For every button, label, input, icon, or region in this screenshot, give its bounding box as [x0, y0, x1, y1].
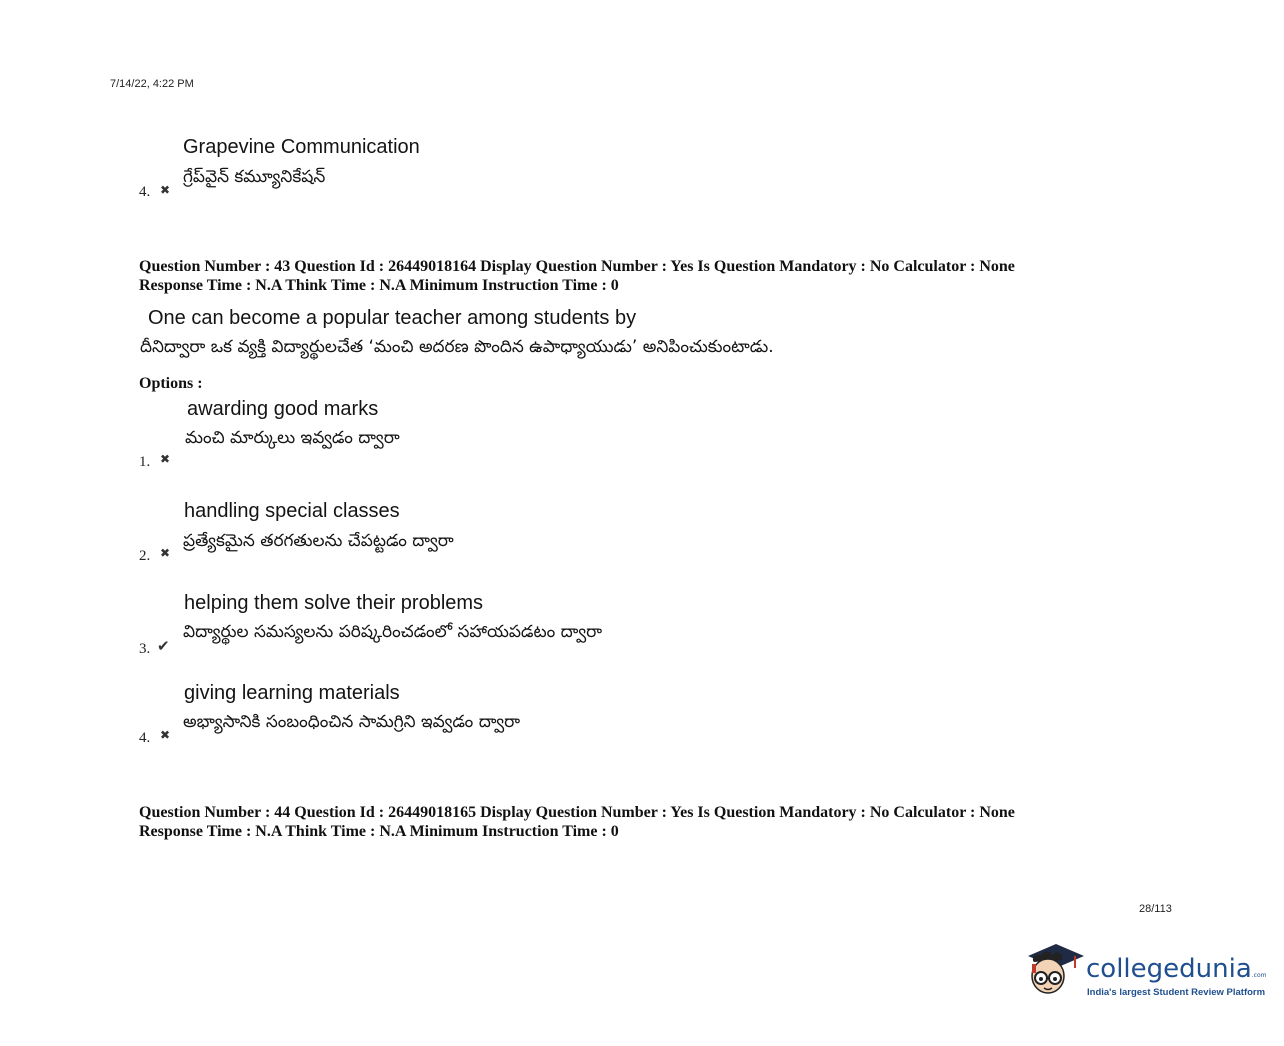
question-43-text-telugu: దీనిద్వారా ఒక వ్యక్తి విద్యార్థులచేత ‘మంచి అదరణ పొందిన ఉపాధ్యాయుడు’ అనిపించుకుంటాడు. [140, 337, 774, 357]
options-label: Options : [139, 375, 203, 392]
mascot-icon [1024, 938, 1086, 1010]
cross-icon: ✖ [160, 728, 171, 742]
option-3-telugu: విద్యార్థుల సమస్యలను పరిష్కరించడంలో సహాయపడటం ద్వారా [183, 622, 603, 642]
option-2-number: 2. [139, 548, 151, 564]
option-1-telugu: మంచి మార్కులు ఇవ్వడం ద్వారా [185, 428, 400, 448]
prev-option-4-telugu: గ్రేప్‌వైన్ కమ్యూనికేషన్ [183, 167, 326, 187]
option-1-english: awarding good marks [187, 398, 379, 420]
prev-option-4-number: 4. [139, 184, 151, 200]
option-4-english: giving learning materials [184, 682, 400, 704]
question-44-meta-line-1: Question Number : 44 Question Id : 26449018165 Display Question Number : Yes Is Question Mandatory : No Calculator : None [139, 804, 1015, 821]
brand-name: collegedunia [1086, 954, 1252, 984]
option-1-number: 1. [139, 454, 151, 470]
prev-option-4-english: Grapevine Communication [183, 136, 420, 158]
option-4-telugu: అభ్యాసానికి సంబంధించిన సామగ్రిని ఇవ్వడం ద్వారా [183, 712, 521, 732]
cross-icon: ✖ [160, 452, 171, 466]
option-2-english: handling special classes [184, 500, 400, 522]
brand-suffix: .com [1251, 972, 1267, 979]
question-43-meta-line-2: Response Time : N.A Think Time : N.A Minimum Instruction Time : 0 [139, 277, 619, 294]
question-44-meta-line-2: Response Time : N.A Think Time : N.A Minimum Instruction Time : 0 [139, 823, 619, 840]
collegedunia-logo [1024, 938, 1267, 1010]
option-2-telugu: ప్రత్యేకమైన తరగతులను చేపట్టడం ద్వారా [183, 531, 454, 551]
option-3-number: 3. [139, 641, 151, 657]
print-timestamp: 7/14/22, 4:22 PM [110, 78, 194, 90]
option-4-number: 4. [139, 730, 151, 746]
question-43-meta-line-1: Question Number : 43 Question Id : 26449018164 Display Question Number : Yes Is Question Mandatory : No Calculator : None [139, 258, 1015, 275]
page-number: 28/113 [1139, 903, 1172, 915]
check-icon: ✔ [157, 637, 170, 655]
option-3-english: helping them solve their problems [184, 592, 484, 614]
cross-icon: ✖ [160, 546, 171, 560]
brand-tagline: India's largest Student Review Platform [1087, 987, 1266, 998]
question-43-text-english: One can become a popular teacher among students by [148, 307, 637, 329]
cross-icon: ✖ [160, 183, 171, 197]
